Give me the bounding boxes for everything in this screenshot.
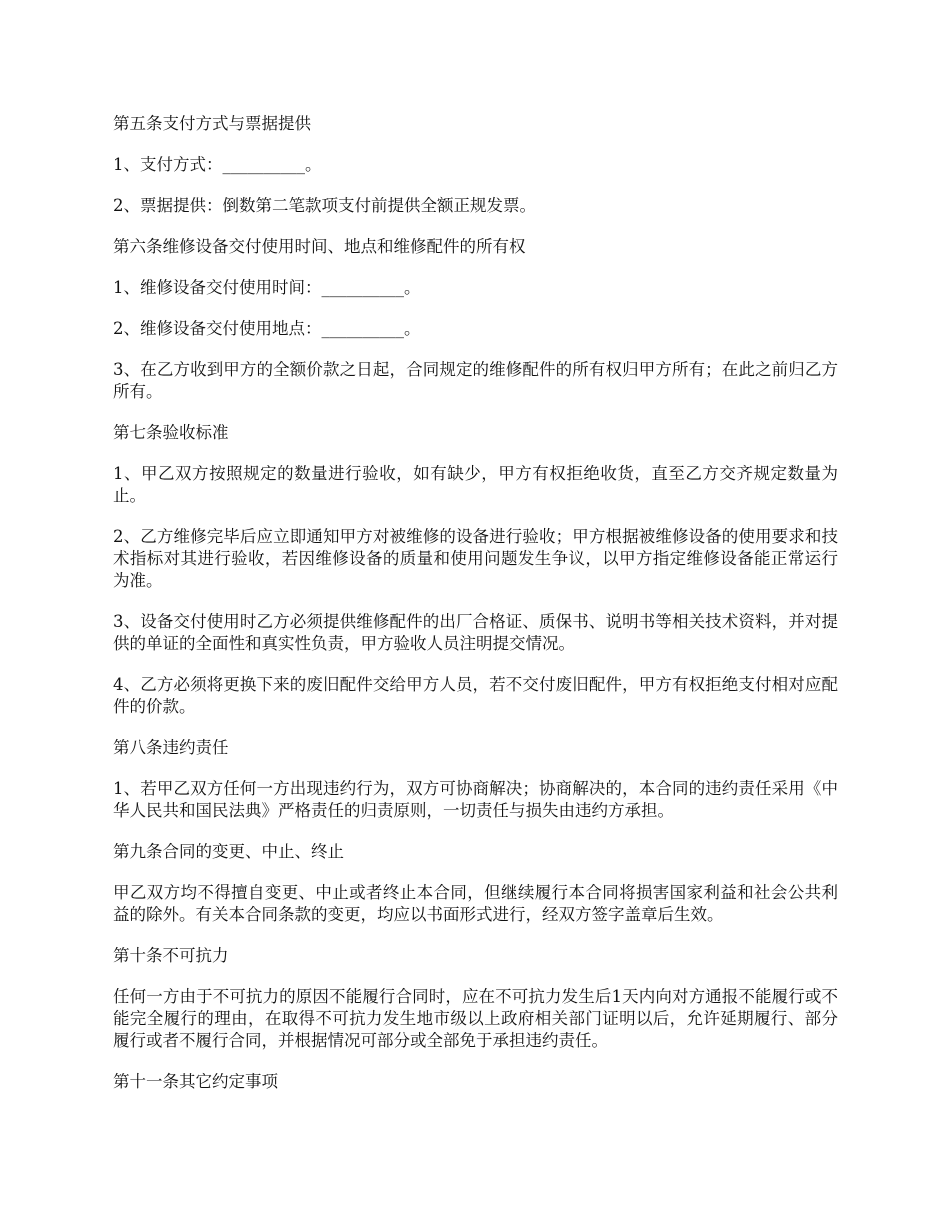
section-heading-article-9: 第九条合同的变更、中止、终止 bbox=[113, 842, 344, 861]
section-heading-article-5: 第五条支付方式与票据提供 bbox=[113, 114, 311, 133]
section-heading-article-11: 第十一条其它约定事项 bbox=[113, 1072, 278, 1091]
clause-delivery-time: 1、维修设备交付使用时间：__________。 bbox=[113, 278, 421, 297]
clause-acceptance-quantity: 1、甲乙双方按照规定的数量进行验收，如有缺少，甲方有权拒绝收货，直至乙方交齐规定数量为止。 bbox=[113, 464, 838, 505]
clause-payment-method: 1、支付方式：__________。 bbox=[113, 155, 322, 174]
clause-old-parts: 4、乙方必须将更换下来的废旧配件交给甲方人员，若不交付废旧配件，甲方有权拒绝支付相对应配件的价款。 bbox=[113, 675, 838, 716]
clause-breach-liability: 1、若甲乙双方任何一方出现违约行为，双方可协商解决；协商解决的，本合同的违约责任采用《中华人民共和国民法典》严格责任的归责原则，一切责任与损失由违约方承担。 bbox=[113, 779, 838, 820]
clause-ownership: 3、在乙方收到甲方的全额价款之日起，合同规定的维修配件的所有权归甲方所有；在此之前归乙方所有。 bbox=[113, 360, 838, 401]
section-heading-article-7: 第七条验收标准 bbox=[113, 423, 229, 442]
clause-invoice: 2、票据提供：倒数第二笔款项支付前提供全额正规发票。 bbox=[113, 196, 536, 215]
section-heading-article-10: 第十条不可抗力 bbox=[113, 946, 229, 965]
section-heading-article-8: 第八条违约责任 bbox=[113, 738, 229, 757]
clause-contract-change: 甲乙双方均不得擅自变更、中止或者终止本合同，但继续履行本合同将损害国家利益和社会公共利益的除外。有关本合同条款的变更，均应以书面形式进行，经双方签字盖章后生效。 bbox=[113, 883, 838, 924]
clause-acceptance-inspection: 2、乙方维修完毕后应立即通知甲方对被维修的设备进行验收；甲方根据被维修设备的使用要求和技术指标对其进行验收，若因维修设备的质量和使用问题发生争议，以甲方指定维修设备能正常运行为准。 bbox=[113, 527, 838, 590]
section-heading-article-6: 第六条维修设备交付使用时间、地点和维修配件的所有权 bbox=[113, 237, 526, 256]
document-page bbox=[113, 113, 838, 1112]
clause-technical-documents: 3、设备交付使用时乙方必须提供维修配件的出厂合格证、质保书、说明书等相关技术资料，并对提供的单证的全面性和真实性负责，甲方验收人员注明提交情况。 bbox=[113, 612, 838, 653]
clause-force-majeure: 任何一方由于不可抗力的原因不能履行合同时，应在不可抗力发生后1天内向对方通报不能履行或不能完全履行的理由，在取得不可抗力发生地市级以上政府相关部门证明以后，允许延期履行、部分履行或者不履行合同，并根据情况可部分或全部免于承担违约责任。 bbox=[113, 987, 838, 1050]
clause-delivery-place: 2、维修设备交付使用地点：__________。 bbox=[113, 319, 421, 338]
